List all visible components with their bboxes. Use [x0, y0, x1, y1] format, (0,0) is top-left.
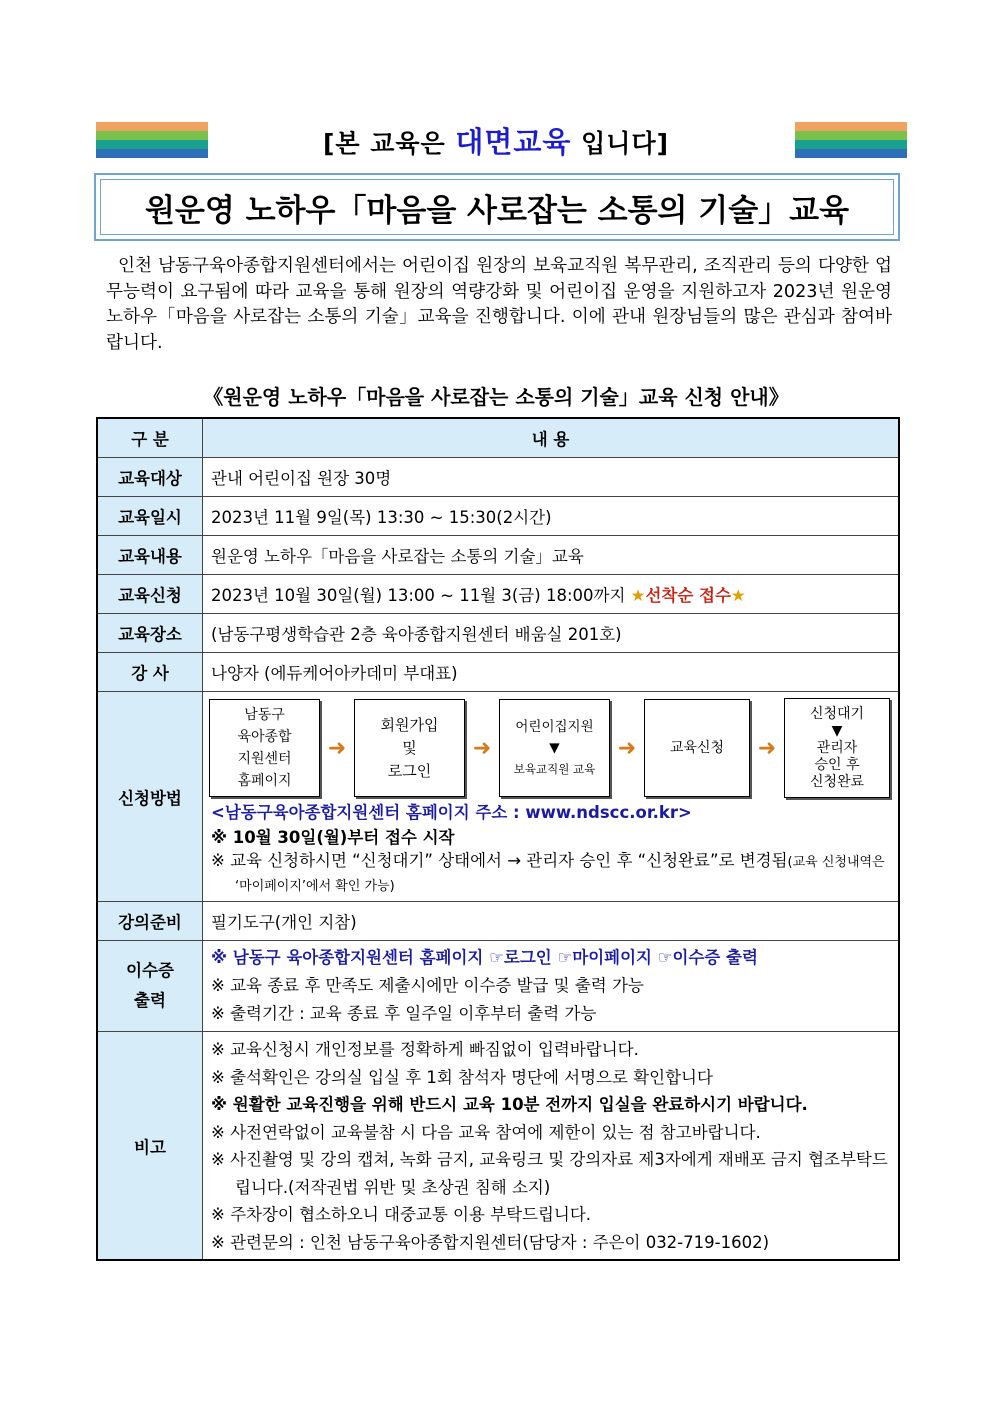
- flow-step-text: 회원가입: [380, 715, 439, 734]
- flow-step-text: 홈페이지: [237, 773, 292, 789]
- table-row: [97, 575, 899, 614]
- first-come-badge: 선착순 접수: [645, 586, 731, 605]
- table-row: [97, 902, 899, 941]
- flow-step-text: 남동구: [244, 707, 285, 723]
- application-flow: [209, 698, 890, 798]
- header-content: 내 용: [203, 418, 900, 458]
- flow-step-text: 신청대기: [809, 705, 865, 722]
- notice-prefix: [본 교육은: [322, 129, 456, 158]
- row-value-date: 2023년 11월 9일(목) 13:30 ~ 15:30(2시간): [203, 497, 900, 536]
- row-label-method: 신청방법: [97, 692, 203, 902]
- flow-step-text: 로그인: [387, 761, 432, 780]
- cert-line: ※ 교육 종료 후 만족도 제출시에만 이수증 발급 및 출력 가능: [211, 976, 644, 995]
- remark-line: ※ 사진촬영 및 강의 캡쳐, 녹화 금지, 교육링크 및 강의자료 제3자에게 재배포 금지 협조부탁드립니다.(저작권법 위반 및 초상권 침해 소지): [211, 1150, 888, 1197]
- flow-step-complete: [784, 698, 890, 798]
- homepage-address: <남동구육아종합지원센터 홈페이지 주소 : www.ndscc.or.kr>: [211, 803, 692, 822]
- flow-step-text: 교육신청: [669, 740, 725, 756]
- table-row-cert: [97, 941, 899, 1032]
- row-label-prep: 강의준비: [97, 902, 203, 941]
- table-row-method: [97, 692, 899, 902]
- table-row: [97, 458, 899, 497]
- remark-line: ※ 원활한 교육진행을 위해 반드시 교육 10분 전까지 입실을 완료하시기 바랍니다.: [211, 1095, 808, 1114]
- down-triangle-icon: ▼: [831, 722, 843, 739]
- table-row: [97, 653, 899, 692]
- flow-step-text: 보육교직원 교육: [513, 761, 596, 776]
- info-table: [96, 417, 900, 1261]
- flow-step-homepage: [209, 699, 320, 797]
- remark-line: ※ 관련문의 : 인천 남동구육아종합지원센터(담당자 : 주은이 032-719-1602): [211, 1232, 770, 1252]
- arrow-right-icon: ➜: [617, 735, 637, 761]
- status-note: [211, 850, 890, 898]
- flow-step-text: 지원센터: [237, 751, 292, 767]
- row-label-date: 교육일시: [97, 497, 203, 536]
- remark-line: ※ 주차장이 협소하오니 대중교통 이용 부탁드립니다.: [211, 1205, 592, 1224]
- flow-step-text: 신청완료: [809, 773, 865, 790]
- row-value-remarks: [203, 1032, 900, 1261]
- notice-highlight: 대면교육: [455, 125, 572, 159]
- table-row: [97, 614, 899, 653]
- row-label-target: 교육대상: [97, 458, 203, 497]
- flow-step-text: 승인 후: [814, 756, 860, 773]
- row-label-place: 교육장소: [97, 614, 203, 653]
- row-value-apply: [203, 575, 900, 614]
- flow-step-login: [354, 699, 465, 797]
- row-value-method: [203, 692, 900, 902]
- table-row: [97, 497, 899, 536]
- row-value-target: 관내 어린이집 원장 30명: [203, 458, 900, 497]
- title-box: [94, 173, 900, 241]
- flow-step-text: 및: [402, 738, 417, 757]
- start-notice: ※ 10월 30일(월)부터 접수 시작: [211, 828, 455, 847]
- notice-suffix: 입니다]: [571, 129, 670, 158]
- notice-heading: [0, 120, 992, 161]
- star-icon: ★: [730, 586, 746, 605]
- status-note-main: ※ 교육 신청하시면 “신청대기” 상태에서 → 관리자 승인 후 “신청완료”로 변경됨: [211, 851, 788, 870]
- cert-line: ※ 남동구 육아종합지원센터 홈페이지 ☞로그인 ☞마이페이지 ☞이수증 출력: [211, 948, 758, 967]
- cert-label-line: 출력: [134, 991, 166, 1010]
- table-row-remarks: [97, 1032, 899, 1261]
- intro-paragraph: 인천 남동구육아종합지원센터에서는 어린이집 원장의 보육교직원 복무관리, 조직관리 등의 다양한 업무능력이 요구됨에 따라 교육을 통해 원장의 역량강화 및 어린이집 운영을 지원하고자 2023년 원운영 노하우「마음을 사로잡는 소통의 기술」교육을 진행합니다. 이에 관내 원장님들의 많은 관심과 참여바랍니다.: [106, 256, 892, 353]
- arrow-right-icon: ➜: [757, 735, 777, 761]
- arrow-right-icon: ➜: [472, 735, 492, 761]
- flow-step-text: 육아종합: [237, 729, 292, 745]
- row-value-content: 원운영 노하우「마음을 사로잡는 소통의 기술」교육: [203, 536, 900, 575]
- remark-line: ※ 출석확인은 강의실 입실 후 1회 참석자 명단에 서명으로 확인합니다: [211, 1067, 713, 1087]
- apply-period: 2023년 10월 30일(월) 13:00 ~ 11월 3(금) 18:00까지: [211, 586, 626, 605]
- row-label-lecturer: 강 사: [97, 653, 203, 692]
- cert-label-line: 이수증: [126, 961, 174, 980]
- row-label-remarks: 비고: [97, 1032, 203, 1261]
- row-label-cert: [97, 941, 203, 1032]
- row-label-apply: 교육신청: [97, 575, 203, 614]
- row-value-prep: 필기도구(개인 지참): [203, 902, 900, 941]
- down-triangle-icon: ▼: [549, 739, 560, 756]
- star-icon: ★: [630, 586, 646, 605]
- flow-step-apply: [644, 699, 750, 797]
- page-title: 원운영 노하우「마음을 사로잡는 소통의 기술」교육: [100, 179, 894, 235]
- cert-line: ※ 출력기간 : 교육 종료 후 일주일 이후부터 출력 가능: [211, 1004, 597, 1023]
- header-label: 구 분: [97, 418, 203, 458]
- flow-step-menu: [499, 699, 610, 797]
- row-value-cert: [203, 941, 900, 1032]
- row-value-lecturer: 나양자 (에듀케어아카데미 부대표): [203, 653, 900, 692]
- remark-line: ※ 교육신청시 개인정보를 정확하게 빠짐없이 입력바랍니다.: [211, 1040, 639, 1059]
- flow-step-text: 관리자: [816, 739, 858, 756]
- flow-step-text: 어린이집지원: [515, 718, 594, 735]
- table-row: [97, 536, 899, 575]
- arrow-right-icon: ➜: [327, 735, 347, 761]
- row-label-content: 교육내용: [97, 536, 203, 575]
- row-value-place: (남동구평생학습관 2층 육아종합지원센터 배움실 201호): [203, 614, 900, 653]
- table-header-row: [97, 418, 899, 458]
- status-note-small: (교육 신청내역은 ‘마이페이지’에서 확인 가능): [235, 855, 885, 894]
- section-subtitle: 《원운영 노하우「마음을 사로잡는 소통의 기술」교육 신청 안내》: [203, 385, 789, 409]
- remark-line: ※ 사전연락없이 교육불참 시 다음 교육 참여에 제한이 있는 점 참고바랍니다.: [211, 1122, 761, 1142]
